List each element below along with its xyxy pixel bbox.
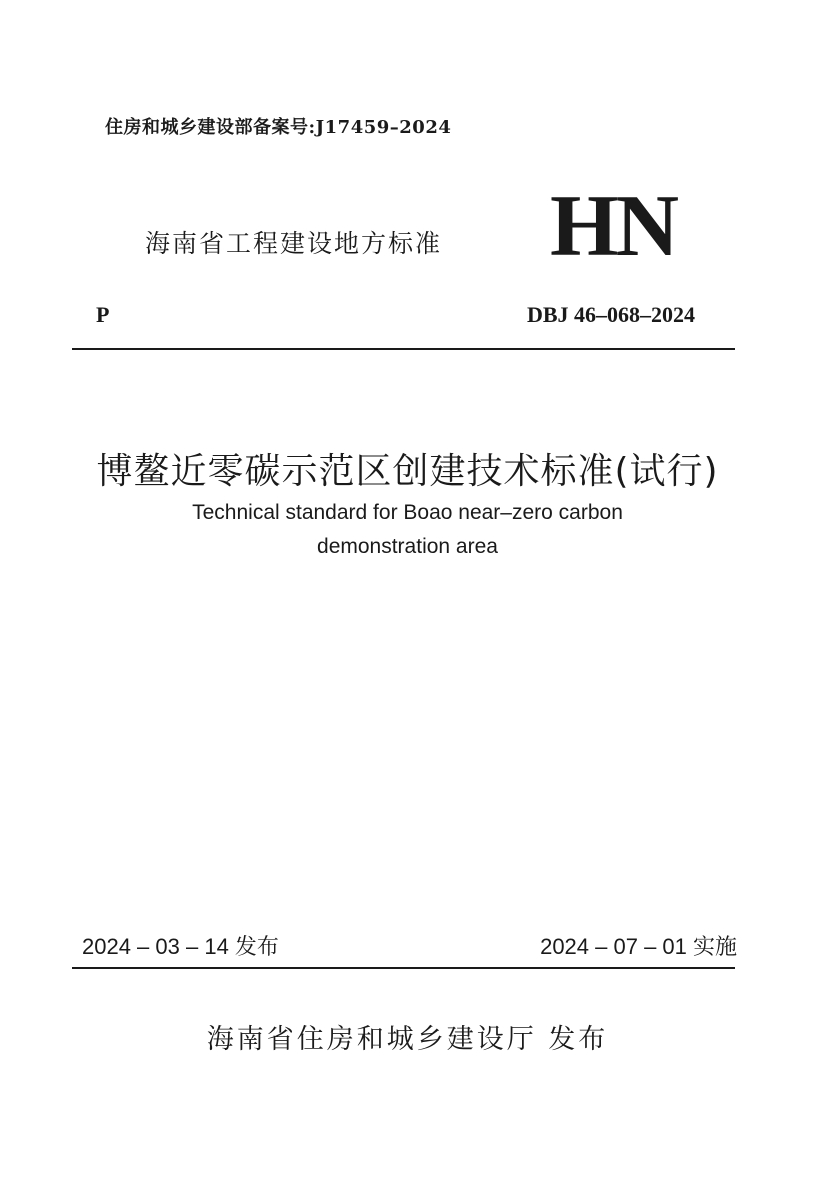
issue-date: 2024 – 03 – 14 发布 (82, 934, 279, 959)
title-english-line-2: demonstration area (317, 535, 498, 558)
bottom-divider (72, 967, 735, 969)
standard-type-label: 海南省工程建设地方标准 (145, 229, 443, 258)
implementation-date: 2024 – 07 – 01 实施 (540, 934, 737, 959)
province-mark: HN (550, 178, 676, 275)
publisher: 海南省住房和城乡建设厅 发布 (206, 1024, 609, 1055)
standard-number: DBJ 46–068–2024 (526, 302, 695, 327)
title-english-line-1: Technical standard for Boao near–zero carbon (192, 501, 623, 524)
title-english (0, 496, 815, 564)
classification-code: P (96, 302, 110, 327)
top-divider (72, 348, 735, 350)
record-number: 住房和城乡建设部备案号:J17459–2024 (105, 117, 452, 138)
title-chinese: 博鳌近零碳示范区创建技术标准(试行) (96, 451, 719, 492)
